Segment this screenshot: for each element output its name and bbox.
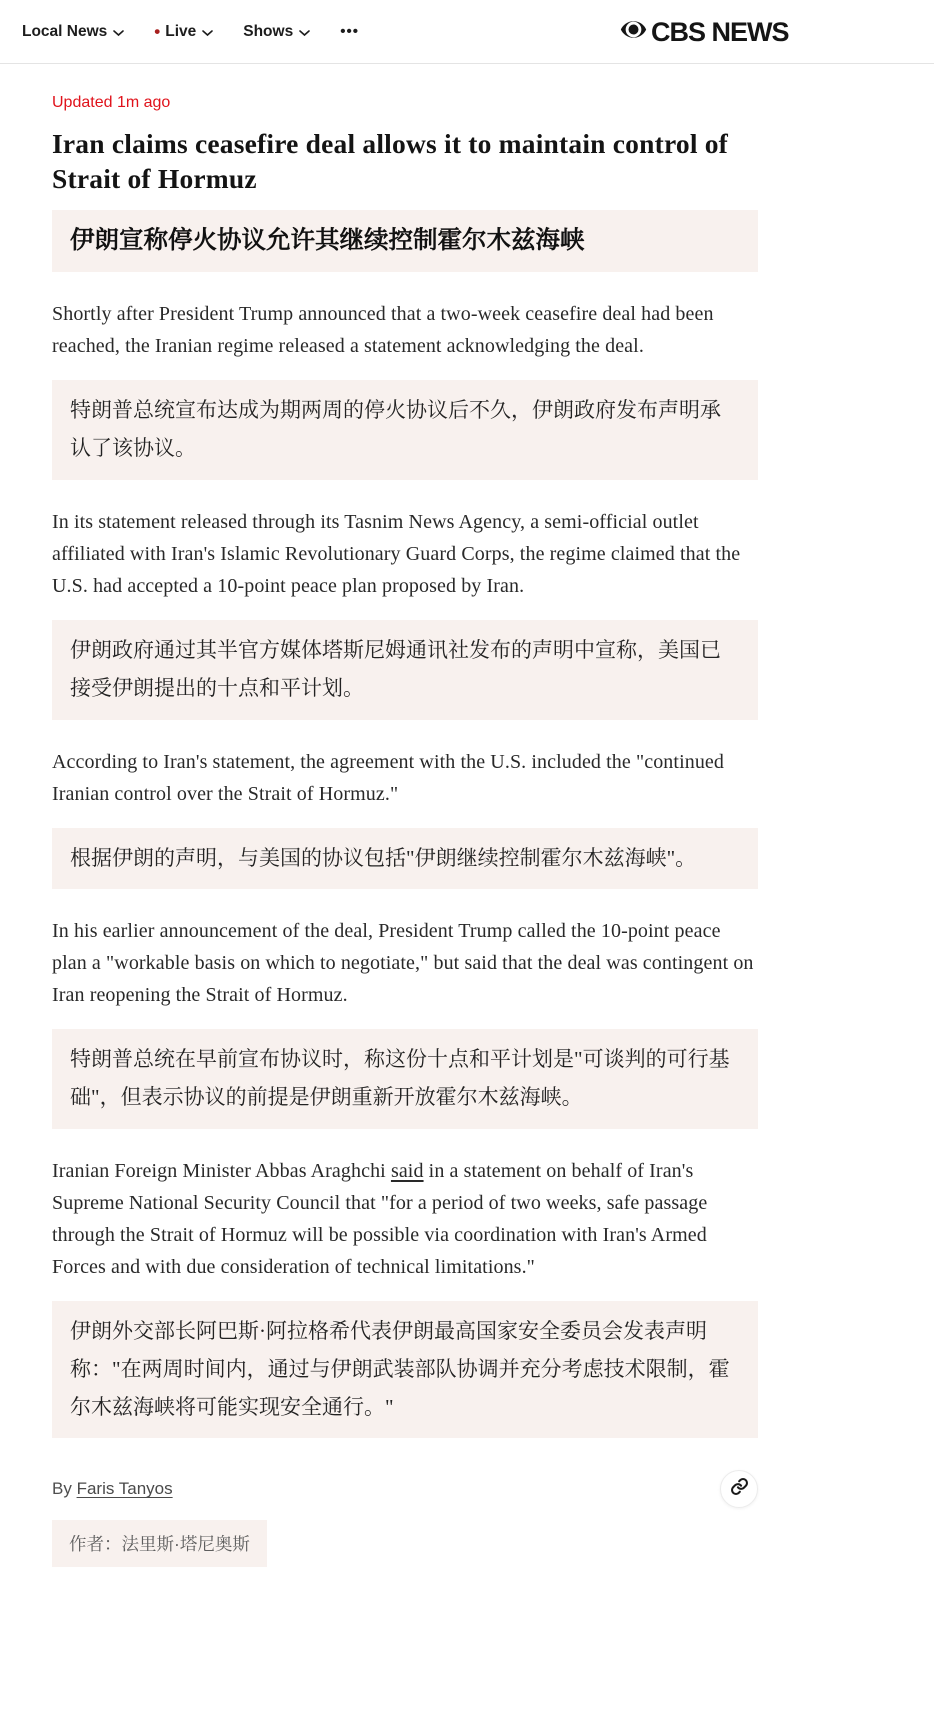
paragraph-translation-5: 伊朗外交部长阿巴斯·阿拉格希代表伊朗最高国家安全委员会发表声明称："在两周时间内，通过与伊朗武装部队协调并充分考虑技术限制，霍尔木兹海峡将可能实现安全通行。"	[52, 1301, 758, 1438]
said-link[interactable]: said	[390, 1159, 424, 1182]
author-translation-box: 作者：法里斯·塔尼奥斯	[52, 1520, 267, 1567]
copy-link-button[interactable]	[720, 1470, 758, 1508]
chevron-down-icon	[299, 24, 310, 42]
author-link[interactable]: Faris Tanyos	[76, 1479, 173, 1499]
top-nav	[0, 22, 359, 42]
paragraph-text: Iranian Foreign Minister Abbas Araghchi	[52, 1159, 391, 1182]
paragraph-translation-4: 特朗普总统在早前宣布协议时，称这份十点和平计划是"可谈判的可行基础"，但表示协议的前提是伊朗重新开放霍尔木兹海峡。	[52, 1029, 758, 1129]
paragraph-en-2: In its statement released through its Tasnim News Agency, a semi-official outlet affiliated with Iran's Islamic Revolutionary Guard Corps, the regime claimed that the U.S. had accepted a 10-point peace plan proposed by Iran.	[52, 510, 741, 597]
chevron-down-icon	[113, 24, 124, 42]
article-body	[52, 64, 758, 1567]
nav-label: Local News	[22, 22, 108, 40]
headline-translation-box: 伊朗宣称停火协议允许其继续控制霍尔木兹海峡	[52, 210, 758, 272]
chevron-down-icon	[202, 24, 213, 42]
site-header	[0, 0, 934, 64]
paragraph-translation-1: 特朗普总统宣布达成为期两周的停火协议后不久，伊朗政府发布声明承认了该协议。	[52, 380, 758, 480]
nav-item-live[interactable]	[154, 22, 213, 42]
ellipsis-icon: •••	[340, 23, 359, 40]
nav-item-shows[interactable]	[243, 22, 310, 42]
updated-timestamp: Updated 1m ago	[52, 94, 171, 111]
paragraph-en-4: In his earlier announcement of the deal, President Trump called the 10-point peace plan a "workable basis on which to negotiate," but said that the deal was contingent on Iran reopening the Strait of Hormuz.	[52, 920, 754, 1007]
live-dot-icon: •	[154, 22, 161, 41]
nav-label: Live	[165, 22, 197, 40]
link-icon	[730, 1477, 749, 1501]
nav-more-menu[interactable]	[340, 23, 359, 40]
cbs-news-logo[interactable]	[620, 0, 789, 64]
logo-wordmark: CBS NEWS	[651, 16, 789, 47]
paragraph-translation-3: 根据伊朗的声明，与美国的协议包括"伊朗继续控制霍尔木兹海峡"。	[52, 828, 758, 890]
cbs-eye-icon	[620, 16, 647, 48]
paragraph-en-3: According to Iran's statement, the agreement with the U.S. included the "continued Iranian control over the Strait of Hormuz."	[52, 750, 724, 805]
byline-row	[52, 1470, 758, 1508]
paragraph-translation-2: 伊朗政府通过其半官方媒体塔斯尼姆通讯社发布的声明中宣称，美国已接受伊朗提出的十点和平计划。	[52, 620, 758, 720]
nav-label: Shows	[243, 22, 294, 40]
article-headline: Iran claims ceasefire deal allows it to maintain control of Strait of Hormuz	[52, 128, 729, 195]
byline-prefix: By	[52, 1479, 77, 1499]
paragraph-en-5	[52, 1155, 758, 1283]
paragraph-text: in a statement on behalf of Iran's Supreme National Security Council that "for a period of two weeks, safe passage through the Strait of Hormuz will be possible via coordination with Iran's Armed Forces and with due consideration of technical limitations."	[52, 1159, 708, 1278]
paragraph-en-1: Shortly after President Trump announced that a two-week ceasefire deal had been reached, the Iranian regime released a statement acknowledging the deal.	[52, 303, 714, 358]
byline	[52, 1479, 173, 1499]
nav-item-local-news[interactable]	[22, 22, 124, 42]
